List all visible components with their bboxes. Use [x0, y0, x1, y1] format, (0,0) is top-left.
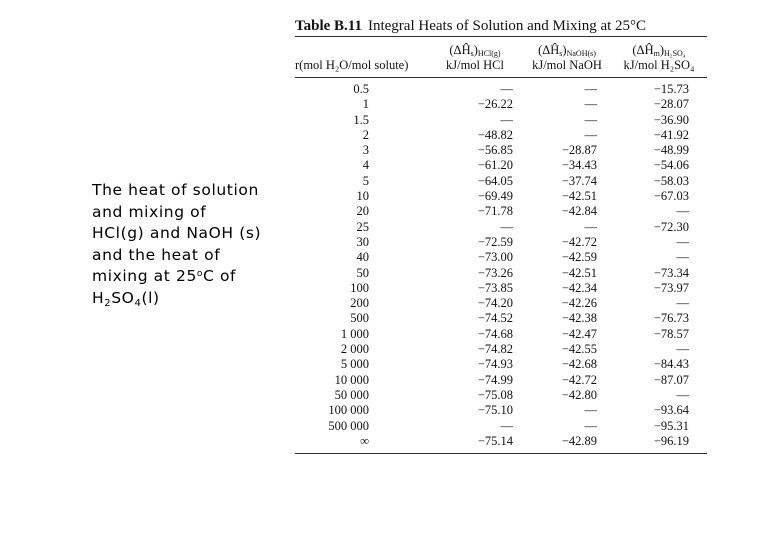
cell-r: 50 [356, 265, 369, 280]
header-symbol-text: ) [659, 43, 665, 57]
cell-hcl: −74.52 [477, 311, 513, 326]
cell-h2so4: −87.07 [653, 372, 689, 387]
table-row [295, 250, 707, 265]
table-row [295, 373, 707, 388]
header-r [295, 58, 427, 73]
cell-hcl: — [500, 112, 513, 127]
cell-naoh: −42.80 [561, 387, 597, 402]
cell-r: 1 [362, 97, 369, 112]
table-header [295, 37, 707, 77]
cell-naoh: −42.84 [561, 204, 597, 219]
cell-r: 50 000 [334, 387, 369, 402]
table-row [295, 388, 707, 403]
header-naoh-symbol [523, 43, 611, 58]
cell-hcl: — [500, 219, 513, 234]
header-symbol-text: (ΔĤ [449, 43, 471, 57]
cell-r: 3 [362, 143, 369, 158]
cell-hcl: −75.10 [477, 403, 513, 418]
cell-hcl: −73.85 [477, 280, 513, 295]
cell-r: 4 [362, 158, 369, 173]
cell-naoh: −42.72 [561, 372, 597, 387]
cell-hcl: −72.59 [477, 234, 513, 249]
cell-r: 0.5 [353, 82, 369, 96]
cell-hcl: −61.20 [477, 158, 513, 173]
header-symbol-text: ) [473, 43, 478, 57]
header-h2so4 [611, 43, 707, 73]
table-title-text: Integral Heats of Solution and Mixing at 25°C [367, 18, 647, 34]
cell-hcl: −48.82 [477, 127, 513, 142]
header-sub: H₂SO₄ [664, 49, 686, 58]
header-naoh [523, 43, 611, 73]
cell-hcl: — [500, 82, 513, 96]
table-row [295, 235, 707, 250]
cell-naoh: — [584, 112, 597, 127]
cell-hcl: −74.68 [477, 326, 513, 341]
cell-r: 200 [350, 296, 369, 311]
table-row [295, 327, 707, 342]
cell-naoh: — [584, 127, 597, 142]
cell-r: 40 [356, 250, 369, 265]
caption-line: and mixing of [92, 202, 207, 221]
cell-hcl: −69.49 [477, 189, 513, 204]
cell-hcl: −73.00 [477, 250, 513, 265]
cell-h2so4: −48.99 [653, 143, 689, 158]
header-sub: s [559, 49, 563, 58]
cell-h2so4: −76.73 [653, 311, 689, 326]
table-row [295, 174, 707, 189]
cell-hcl: −71.78 [477, 204, 513, 219]
cell-r: 5 000 [340, 357, 369, 372]
caption-text: SO [111, 288, 135, 307]
cell-naoh: −42.51 [561, 189, 597, 204]
header-h2so4-unit: kJ/mol H₂SO₄ [623, 58, 695, 72]
cell-r: 500 [350, 311, 369, 326]
cell-h2so4: — [676, 296, 689, 311]
cell-hcl: −73.26 [477, 265, 513, 280]
cell-naoh: — [584, 97, 597, 112]
table-row [295, 434, 707, 449]
cell-hcl: −75.14 [477, 433, 513, 448]
table-title [295, 16, 707, 36]
cell-r: ∞ [360, 433, 369, 448]
cell-h2so4: −15.73 [653, 82, 689, 96]
cell-hcl: −75.08 [477, 387, 513, 402]
cell-r: 5 [362, 173, 369, 188]
cell-naoh: −34.43 [561, 158, 597, 173]
table-row [295, 204, 707, 219]
caption-text: H [92, 288, 105, 307]
table-row [295, 403, 707, 418]
cell-naoh: −28.87 [561, 143, 597, 158]
cell-hcl: −74.20 [477, 296, 513, 311]
cell-h2so4: −95.31 [653, 418, 689, 433]
cell-naoh: — [584, 403, 597, 418]
cell-r: 25 [356, 219, 369, 234]
cell-naoh: −42.55 [561, 342, 597, 357]
table-row [295, 296, 707, 311]
cell-r: 20 [356, 204, 369, 219]
table-row [295, 419, 707, 434]
cell-h2so4: −54.06 [653, 158, 689, 173]
header-r-label: r(mol H₂O/mol solute) [295, 58, 409, 72]
caption-line: and the heat of [92, 245, 221, 264]
header-sub: m [653, 49, 660, 58]
header-naoh-unit: kJ/mol NaOH [532, 58, 602, 72]
cell-h2so4: — [676, 234, 689, 249]
cell-h2so4: −84.43 [653, 357, 689, 372]
bottom-rule [295, 453, 707, 454]
cell-h2so4: −36.90 [653, 112, 689, 127]
cell-naoh: −42.47 [561, 326, 597, 341]
table-body [295, 78, 707, 453]
data-table [295, 16, 707, 454]
cell-h2so4: −28.07 [653, 97, 689, 112]
caption-text: C of [203, 267, 237, 285]
cell-r: 10 [356, 189, 369, 204]
cell-h2so4: −73.34 [653, 265, 689, 280]
cell-r: 500 000 [328, 418, 369, 433]
cell-h2so4: −93.64 [653, 403, 689, 418]
cell-naoh: −42.89 [561, 433, 597, 448]
cell-naoh: −42.51 [561, 265, 597, 280]
cell-naoh: −42.26 [561, 296, 597, 311]
header-symbol-text: ) [562, 43, 567, 57]
cell-hcl: −74.93 [477, 357, 513, 372]
table-row [295, 311, 707, 326]
cell-r: 1 000 [340, 326, 369, 341]
cell-hcl: −74.82 [477, 342, 513, 357]
cell-hcl: −26.22 [477, 97, 513, 112]
cell-r: 10 000 [334, 372, 369, 387]
subscript: 4 [134, 297, 142, 309]
cell-h2so4: — [676, 204, 689, 219]
caption-line: The heat of solution [92, 181, 259, 199]
caption-text: mixing at 25 [92, 267, 197, 285]
cell-r: 100 000 [328, 403, 369, 418]
cell-h2so4: — [676, 387, 689, 402]
cell-r: 2 000 [340, 342, 369, 357]
table-row [295, 189, 707, 204]
cell-naoh: −37.74 [561, 173, 597, 188]
cell-h2so4: — [676, 342, 689, 357]
cell-h2so4: −58.03 [653, 173, 689, 188]
table-row [295, 143, 707, 158]
cell-h2so4: — [676, 250, 689, 265]
cell-hcl: −74.99 [477, 372, 513, 387]
header-symbol-text: (ΔĤ [632, 43, 654, 57]
cell-h2so4: −96.19 [653, 433, 689, 448]
cell-naoh: — [584, 418, 597, 433]
cell-h2so4: −41.92 [653, 127, 689, 142]
cell-h2so4: −67.03 [653, 189, 689, 204]
cell-naoh: −42.59 [561, 250, 597, 265]
table-row [295, 342, 707, 357]
cell-h2so4: −73.97 [653, 280, 689, 295]
cell-hcl: −64.05 [477, 173, 513, 188]
table-row [295, 128, 707, 143]
header-symbol-text: (ΔĤ [538, 43, 560, 57]
cell-naoh: −42.34 [561, 280, 597, 295]
table-label: Table B.11 [295, 18, 362, 34]
cell-naoh: −42.72 [561, 234, 597, 249]
header-hcl-unit: kJ/mol HCl [446, 58, 504, 72]
cell-naoh: — [584, 219, 597, 234]
table-row [295, 82, 707, 97]
cell-r: 30 [356, 234, 369, 249]
header-sub: s [470, 49, 474, 58]
cell-r: 100 [350, 280, 369, 295]
table-row [295, 97, 707, 112]
header-sub: HCl(g) [477, 49, 501, 58]
table-row [295, 357, 707, 372]
cell-r: 1.5 [353, 112, 369, 127]
table-row [295, 220, 707, 235]
cell-hcl: −56.85 [477, 143, 513, 158]
table-row [295, 281, 707, 296]
cell-naoh: — [584, 82, 597, 96]
slide-caption [92, 180, 282, 309]
subscript: 2 [104, 297, 112, 309]
header-hcl [427, 43, 523, 73]
cell-naoh: −42.38 [561, 311, 597, 326]
cell-hcl: — [500, 418, 513, 433]
table-row [295, 266, 707, 281]
header-h2so4-symbol [611, 43, 707, 58]
cell-naoh: −42.68 [561, 357, 597, 372]
caption-line [92, 266, 282, 288]
cell-r: 2 [362, 127, 369, 142]
cell-h2so4: −78.57 [653, 326, 689, 341]
header-hcl-symbol [427, 43, 523, 58]
degree-superscript: o [196, 269, 204, 279]
caption-line [92, 288, 282, 310]
table-row [295, 158, 707, 173]
caption-text: (l) [141, 288, 160, 307]
header-sub: NaOH(s) [566, 49, 596, 58]
table-row [295, 113, 707, 128]
cell-h2so4: −72.30 [653, 219, 689, 234]
caption-line: HCl(g) and NaOH (s) [92, 224, 262, 242]
